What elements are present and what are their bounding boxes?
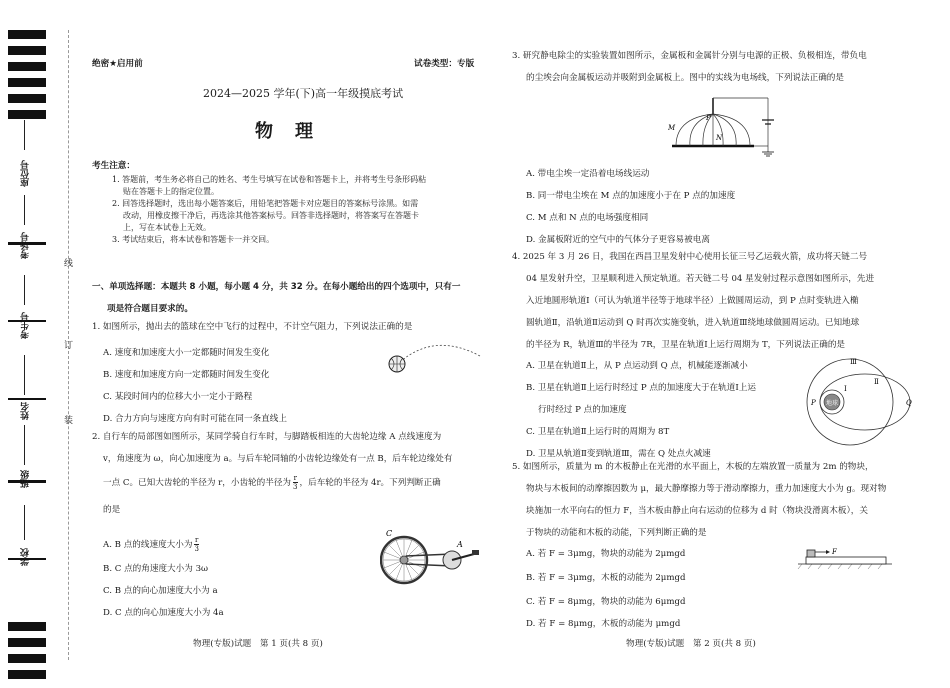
- orbit-figure: [800, 352, 918, 452]
- q4-option-d: D. 卫星从轨道Ⅱ变到轨道Ⅲ，需在 Q 处点火减速: [526, 449, 711, 459]
- wood-board: [806, 557, 886, 564]
- label-c: C: [386, 529, 393, 538]
- q2-option-d: D. C 点的向心加速度大小为 4a: [103, 608, 224, 618]
- basketball-figure: [380, 338, 485, 378]
- electrostatic-figure: [668, 96, 778, 158]
- notice-line: 3. 考试结束后，将本试卷和答题卡一并交回。: [112, 235, 275, 244]
- fill-line-school: [24, 505, 25, 540]
- q5-line2: 物块与木板间的动摩擦因数为 μ，最大静摩擦力等于滑动摩擦力，重力加速度大小为 g。现对物: [526, 484, 887, 494]
- q1-option-c: C. 某段时间内的位移大小一定小于路程: [103, 392, 253, 402]
- small-gear: [400, 556, 408, 564]
- frac-den: 3: [293, 483, 298, 491]
- q5-option-a: A. 若 F = 3μmg，物块的动能为 2μmgd: [526, 549, 686, 559]
- q2-option-b: B. C 点的角速度大小为 3ω: [103, 564, 209, 574]
- fill-line-no: [24, 275, 25, 305]
- stripe-bar: [8, 30, 46, 680]
- small-block: [807, 550, 815, 557]
- q3-option-a: A. 带电尘埃一定沿着电场线运动: [526, 169, 650, 179]
- binding-char-bind: 装: [64, 416, 74, 426]
- page-2-footer: 物理(专版)试题 第 2 页(共 8 页): [626, 639, 756, 649]
- q2-fraction: [293, 474, 297, 491]
- label-n: N: [716, 134, 723, 142]
- label-name: 姓名: [21, 402, 31, 420]
- label-class: 班级: [21, 470, 31, 488]
- label-p: P: [811, 399, 816, 407]
- binding-char-line: 线: [64, 259, 74, 269]
- frac-den: 3: [194, 545, 199, 553]
- label-i: Ⅰ: [844, 385, 847, 393]
- q2-option-c: C. B 点的向心加速度大小为 a: [103, 586, 218, 596]
- q2-line3-text: 一点 C。已知大齿轮的半径为 r，小齿轮的半径为: [103, 478, 292, 488]
- notice-title: 考生注意：: [92, 161, 135, 171]
- secret-label: 绝密★启用前: [92, 59, 143, 69]
- section-heading-cont: 项是符合题目要求的。: [107, 304, 193, 314]
- fill-line-name: [24, 355, 25, 395]
- label-a: A: [457, 540, 463, 549]
- q4-line4: 圆轨道Ⅱ，沿轨道Ⅱ运动到 Q 时再次实施变轨，进入轨道Ⅲ绕地球做圆周运动。已知地球: [526, 318, 860, 328]
- q2-option-a-fraction: [194, 536, 198, 553]
- q2-line2: v，角速度为 ω，向心加速度为 a。与后车轮同轴的小齿轮边缘处有一点 B，后车轮边缘处有: [103, 454, 453, 464]
- label-iii: Ⅲ: [850, 358, 857, 366]
- q4-line3: 入近地圆形轨道Ⅰ（可认为轨道半径等于地球半径）上做圆周运动，到 P 点时变轨进入椭: [526, 296, 859, 306]
- label-exam-no: 考生号: [21, 312, 31, 339]
- frac-num: r: [195, 536, 199, 544]
- q4-option-b-cont: 行时经过 P 点的加速度: [538, 405, 627, 415]
- notice-line: 2. 回答选择题时，选出每小题答案后，用铅笔把答题卡对应题目的答案标号涂黑。如需: [112, 199, 419, 208]
- q4-option-b: B. 卫星在轨道Ⅱ上运行时经过 P 点的加速度大于在轨道Ⅰ上运: [526, 383, 756, 393]
- label-q: Q: [906, 399, 912, 407]
- label-p: P: [706, 114, 711, 122]
- label-seat: 座位号: [21, 160, 31, 187]
- subject-title: 物 理: [255, 121, 315, 142]
- q4-option-c: C. 卫星在轨道Ⅱ上运行时的周期为 8T: [526, 427, 670, 437]
- trajectory-line: [400, 345, 480, 362]
- q2-option-a-text: A. B 点的线速度大小为: [103, 540, 193, 550]
- paper-type: 试卷类型：专版: [414, 59, 475, 69]
- q1-option-b: B. 速度和加速度方向一定都随时间发生变化: [103, 370, 270, 380]
- exam-title: 2024—2025 学年(下)高一年级摸底考试: [203, 87, 404, 100]
- q3-option-c: C. M 点和 N 点的电场强度相同: [526, 213, 649, 223]
- field-lines: [676, 114, 750, 146]
- fill-line-seat: [24, 120, 25, 150]
- notice-line: 1. 答题前，考生务必将自己的姓名、考生号填写在试卷和答题卡上，并将考生号条形码粘: [112, 175, 427, 184]
- q3-line1: 3. 研究静电除尘的实验装置如图所示，金属板和金属针分别与电源的正极、负极相连，带负电: [512, 51, 867, 61]
- q4-line5: 的半径为 R，轨道Ⅲ的半径为 7R，卫星在轨道Ⅰ上运行周期为 T，下列说法正确的是: [526, 340, 846, 350]
- q4-option-a: A. 卫星在轨道Ⅱ上，从 P 点运动到 Q 点，机械能逐渐减小: [526, 361, 748, 371]
- q4-line2: 04 星发射升空，卫星顺利进入预定轨道。若天链二号 04 星发射过程示意图如图所示，先进: [526, 274, 875, 284]
- q4-line1: 4. 2025 年 3 月 26 日，我国在西昌卫星发射中心使用长征三号乙运载火箭，成功将天链二号: [512, 252, 868, 262]
- label-school: 学校: [21, 548, 31, 566]
- label-ii: Ⅱ: [874, 378, 879, 386]
- notice-line: 上，写在本试卷上无效。: [123, 223, 211, 232]
- notice-line: 改动，用橡皮擦干净后，再选涂其他答案标号。回答非选择题时，将答案写在答题卡: [123, 211, 419, 220]
- q2-line3-tail: ，后车轮的半径为 4r。下列判断正确: [299, 478, 441, 488]
- block-board-figure: [796, 540, 896, 570]
- label-f: F: [832, 548, 837, 556]
- q3-option-b: B. 同一带电尘埃在 M 点的加速度小于在 P 点的加速度: [526, 191, 736, 201]
- q2-option-a: [103, 536, 199, 553]
- binding-char-order: 订: [64, 341, 74, 351]
- q2-line3: [103, 472, 441, 494]
- frac-num: r: [293, 474, 297, 482]
- pedal: [472, 550, 479, 555]
- label-exam-room: 考场号: [21, 232, 31, 259]
- bicycle-figure: [380, 528, 485, 590]
- arrow-head: [826, 550, 830, 554]
- page-1-footer: 物理(专版)试题 第 1 页(共 8 页): [193, 639, 323, 649]
- q5-line3: 块施加一水平向右的恒力 F，当木板由静止向右运动的位移为 d 时（物块没滑离木板），关: [526, 506, 868, 516]
- q5-line4: 于物块的动能和木板的动能，下列判断正确的是: [526, 528, 707, 538]
- q3-line2: 的尘埃会向金属板运动并吸附到金属板上。图中的实线为电场线，下列说法正确的是: [526, 73, 844, 83]
- q1-option-a: A. 速度和加速度大小一定都随时间发生变化: [103, 348, 270, 358]
- notice-list: [112, 174, 484, 246]
- fill-line-room: [24, 195, 25, 225]
- q5-option-b: B. 若 F = 3μmg，木板的动能为 2μmgd: [526, 573, 686, 583]
- q2-line1: 2. 自行车的局部图如图所示，某同学骑自行车时，与脚踏板相连的大齿轮边缘 A 点线速度为: [92, 432, 442, 442]
- section-heading: 一、单项选择题：本题共 8 小题，每小题 4 分，共 32 分。在每小题给出的四个选项中，只有一: [92, 282, 461, 292]
- q5-option-d: D. 若 F = 8μmg，木板的动能为 μmgd: [526, 619, 681, 629]
- fill-line-class: [24, 425, 25, 465]
- notice-line: 贴在答题卡上的指定位置。: [123, 187, 219, 196]
- q3-option-d: D. 金属板附近的空气中的气体分子更容易被电离: [526, 235, 710, 245]
- q5-line1: 5. 如图所示，质量为 m 的木板静止在光滑的水平面上，木板的左端放置一质量为 2m 的物块，: [512, 462, 874, 472]
- q5-option-c: C. 若 F = 8μmg，物块的动能为 6μmgd: [526, 597, 686, 607]
- q1-option-d: D. 合力方向与速度方向有时可能在同一条直线上: [103, 414, 287, 424]
- earth-label: 地球: [826, 400, 839, 407]
- q1-stem: 1. 如图所示，抛出去的篮球在空中飞行的过程中，不计空气阻力，下列说法正确的是: [92, 322, 413, 332]
- q2-line4: 的是: [103, 505, 121, 515]
- label-m: M: [668, 124, 676, 132]
